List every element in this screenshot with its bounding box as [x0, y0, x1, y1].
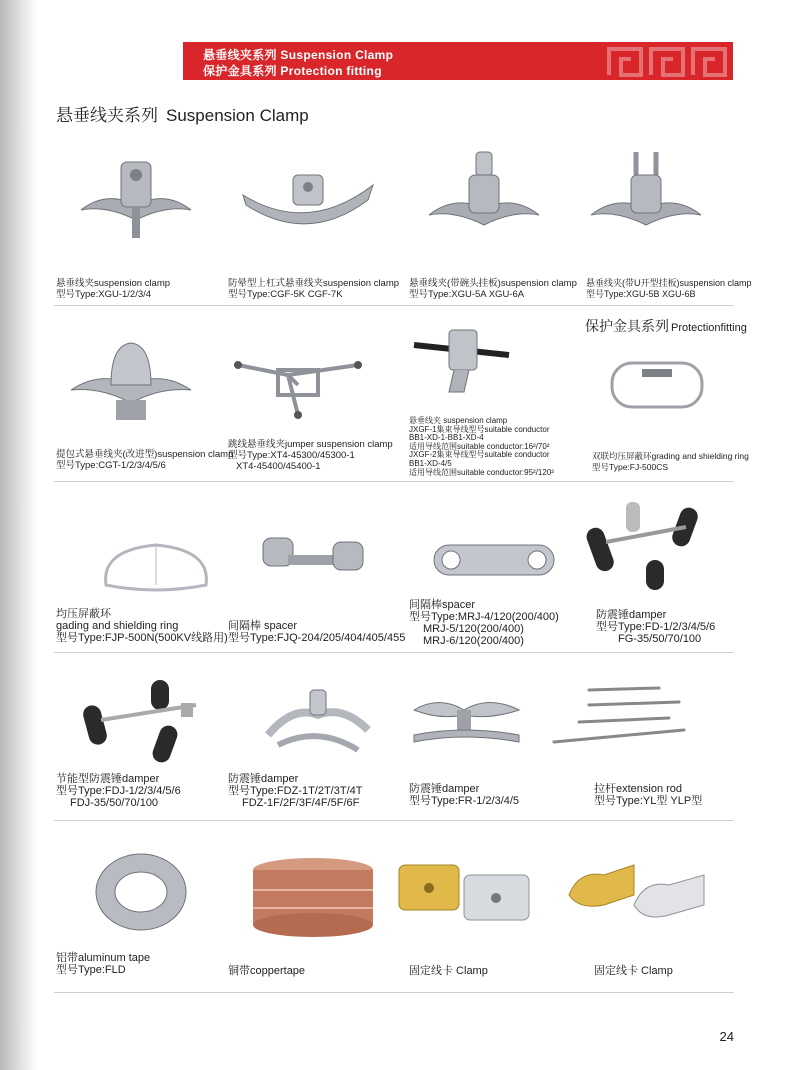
caption: 固定线卡 Clamp	[594, 965, 673, 977]
product-image	[394, 850, 544, 930]
product-xgu-b	[586, 150, 752, 310]
product-image	[409, 320, 519, 400]
product-jxgf	[409, 320, 584, 480]
product-image	[409, 690, 529, 750]
product-fjq	[228, 530, 408, 650]
product-image	[586, 492, 706, 592]
product-image	[76, 675, 216, 765]
caption: 跳线悬垂线夹jumper suspension clamp 型号Type:XT4-45300/45300-1 XT4-45400/45400-1	[228, 439, 393, 472]
greek-key-ornament	[607, 45, 727, 77]
product-coppertape	[228, 845, 408, 980]
section-title	[56, 101, 309, 126]
product-fld	[56, 845, 226, 980]
row-divider	[54, 820, 734, 821]
caption: 悬垂线夹suspension clamp 型号Type:XGU-1/2/3/4	[56, 278, 171, 300]
caption: 悬垂线夹(带U开型挂板)suspension clamp 型号Type:XGU-5B XGU-6B	[586, 278, 752, 299]
product-image	[564, 850, 714, 935]
caption: 固定线卡 Clamp	[409, 965, 488, 977]
caption: 拉杆extension rod 型号Type:YL型 YLP型	[594, 783, 703, 807]
row-divider	[54, 652, 734, 653]
product-image	[96, 530, 216, 595]
product-fjp500n	[56, 530, 226, 650]
caption: 铜带coppertape	[228, 965, 306, 977]
caption: 间隔棒 spacer 型号Type:FJQ-204/205/404/405/455	[228, 620, 406, 644]
product-image	[586, 150, 706, 250]
caption: 铝带aluminum tape 型号Type:FLD	[56, 952, 151, 976]
product-xgu-a	[409, 150, 579, 310]
subsection-title	[585, 316, 747, 336]
product-image	[76, 150, 196, 250]
page-edge-shadow	[0, 0, 38, 1070]
product-mrj	[409, 530, 584, 650]
product-clamp-2	[594, 845, 739, 980]
header-banner	[183, 42, 733, 80]
product-image	[258, 680, 378, 760]
caption: 均压屏蔽环 gading and shielding ring 型号Type:FJP-500N(500KV线路用)	[56, 608, 228, 644]
caption: 防震锤damper 型号Type:FDZ-1T/2T/3T/4T FDZ-1F/2F/3F/4F/5F/6F	[228, 773, 363, 809]
product-xt4	[228, 335, 408, 485]
section-title-cn: 悬垂线夹系列	[56, 106, 158, 125]
subsection-title-cn: 保护金具系列	[585, 318, 669, 334]
product-image	[429, 535, 559, 590]
caption: 防震锤damper 型号Type:FR-1/2/3/4/5	[409, 783, 520, 807]
product-image	[258, 530, 368, 590]
product-image	[549, 680, 689, 750]
product-image	[228, 345, 368, 425]
product-image	[238, 165, 378, 245]
product-fdj	[56, 675, 226, 815]
page-number: 24	[719, 1029, 734, 1044]
product-image	[91, 850, 191, 935]
product-image	[248, 850, 378, 940]
product-fj500cs	[592, 355, 749, 485]
product-image	[66, 335, 196, 435]
caption: 悬垂线夹(带碗头挂板)suspension clamp 型号Type:XGU-5A XGU-6A	[409, 278, 577, 300]
product-fd	[586, 492, 736, 650]
row-divider	[54, 305, 734, 306]
section-title-en: Suspension Clamp	[166, 106, 309, 125]
product-clamp-1	[409, 845, 584, 980]
banner-line-2: 保护金具系列 Protection fitting	[203, 64, 382, 78]
product-cgf	[228, 150, 398, 310]
product-image	[424, 150, 544, 250]
product-xgu	[56, 150, 206, 310]
caption: 间隔棒spacer 型号Type:MRJ-4/120(200/400) MRJ-5/120(200/400) MRJ-6/120(200/400)	[409, 599, 559, 647]
row-divider	[54, 992, 734, 993]
product-fdz	[228, 675, 408, 815]
caption: 节能型防震锤damper 型号Type:FDJ-1/2/3/4/5/6 FDJ-35/50/70/100	[56, 773, 181, 809]
banner-line-1: 悬垂线夹系列 Suspension Clamp	[203, 48, 394, 62]
product-image	[607, 355, 707, 415]
caption: 双联均压屏蔽环grading and shielding ring 型号Type:FJ-500CS	[592, 451, 749, 472]
row-divider	[54, 481, 734, 482]
product-cgt	[56, 335, 234, 485]
caption: 防震锤damper 型号Type:FD-1/2/3/4/5/6 FG-35/50/70/100	[596, 609, 716, 645]
caption: 防晕型上杠式悬垂线夹suspension clamp 型号Type:CGF-5K CGF-7K	[228, 278, 400, 300]
caption: 悬垂线夹 suspension clamp JXGF-1集束导线型号suitable conductor BB1-XD-1-BB1-XD-4 适用导线范围suitable conductor:16²/70² JXGF-2集束导线型号suitable conductor BB1-XD-4/5 适用导线范围suitable conductor:95²/120²	[409, 416, 554, 477]
product-yl	[594, 675, 739, 815]
subsection-title-en: Protectionfitting	[671, 322, 747, 334]
caption: 提包式悬垂线夹(改进型)suspension clamp 型号Type:CGT-1/2/3/4/5/6	[56, 449, 234, 471]
